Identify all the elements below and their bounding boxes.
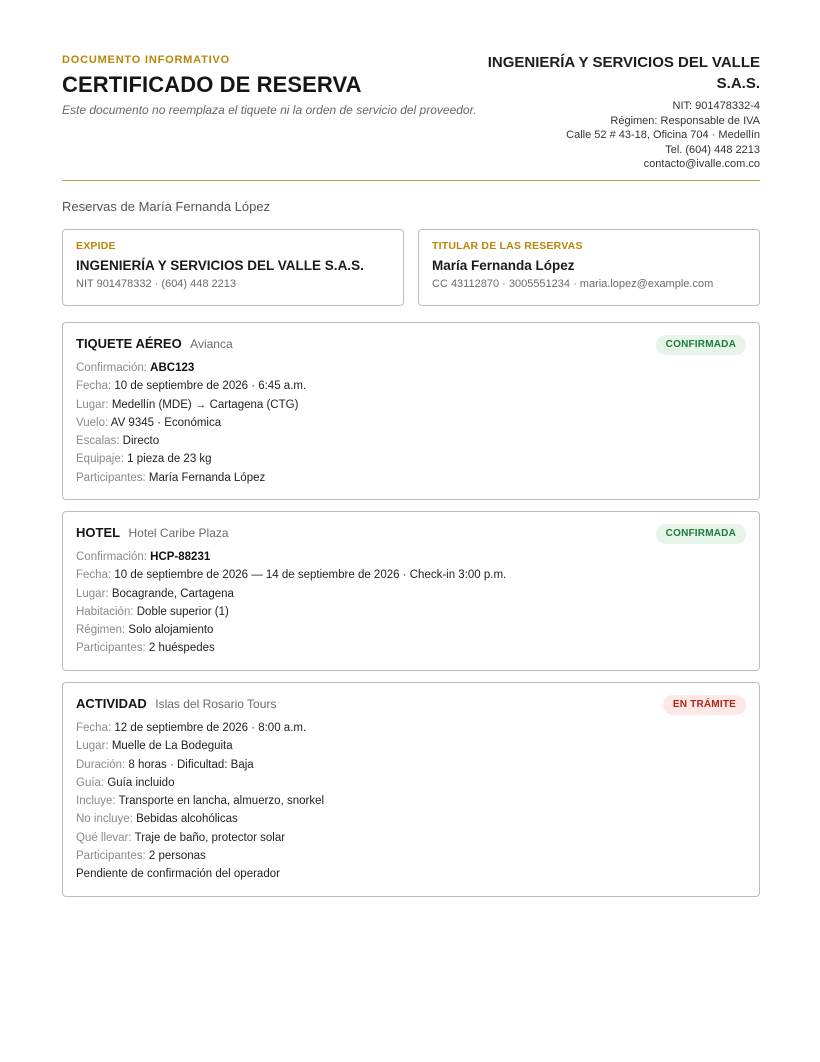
- booking-header: [76, 524, 746, 544]
- company-nit: NIT: 901478332-4: [672, 100, 760, 112]
- booking-details: [76, 719, 746, 884]
- holder-card: [418, 229, 760, 306]
- detail-row: [76, 847, 746, 865]
- detail-row: [76, 377, 746, 395]
- company-email: contacto@ivalle.com.co: [643, 158, 760, 170]
- detail-row: [76, 469, 746, 487]
- confirmation-code: HCP-88231: [150, 551, 211, 563]
- detail-label: Habitación:: [76, 605, 134, 618]
- detail-label: Escalas:: [76, 435, 120, 448]
- booking-vendor: Islas del Rosario Tours: [155, 697, 277, 711]
- detail-row: [76, 792, 746, 810]
- booking-details: [76, 359, 746, 487]
- header-divider: [62, 180, 760, 181]
- detail-value: Doble superior (1): [136, 605, 229, 618]
- detail-row: [76, 829, 746, 847]
- detail-label: Qué llevar:: [76, 831, 132, 844]
- issuer-label: EXPIDE: [76, 240, 116, 252]
- detail-value: 8 horas · Dificultad: Baja: [128, 758, 254, 771]
- company-regime: Régimen: Responsable de IVA: [610, 114, 760, 127]
- booking-note: Pendiente de confirmación del operador: [76, 868, 280, 881]
- detail-row: [76, 414, 746, 432]
- detail-label: Fecha:: [76, 722, 112, 734]
- detail-row: [76, 774, 746, 792]
- detail-label: Régimen:: [76, 624, 126, 637]
- status-badge: EN TRÁMITE: [663, 695, 746, 715]
- intro-text: Reservas de María Fernanda López: [62, 199, 271, 214]
- detail-row: [76, 450, 746, 468]
- detail-label: Incluye:: [76, 795, 116, 808]
- detail-value: Medellín (MDE) → Cartagena (CTG): [111, 398, 299, 411]
- detail-value: Bebidas alcohólicas: [136, 813, 238, 826]
- detail-label: Participantes:: [76, 850, 146, 863]
- page-title: CERTIFICADO DE RESERVA: [62, 72, 362, 97]
- detail-label: Participantes:: [76, 642, 146, 655]
- detail-row: [76, 548, 746, 566]
- company-name: INGENIERÍA Y SERVICIOS DEL VALLE S.A.S.: [487, 54, 760, 92]
- detail-value: Guía incluido: [107, 776, 175, 789]
- detail-label: Confirmación:: [76, 362, 147, 374]
- detail-value: Traje de baño, protector solar: [134, 831, 286, 844]
- detail-row: [76, 756, 746, 774]
- detail-label: Equipaje:: [76, 453, 124, 466]
- detail-value: AV 9345 · Económica: [110, 416, 222, 429]
- detail-value: 10 de septiembre de 2026 — 14 de septiembre de 2026 · Check-in 3:00 p.m.: [114, 569, 507, 582]
- detail-value: 2 huéspedes: [148, 642, 215, 655]
- booking-header: [76, 695, 746, 715]
- document-kicker: DOCUMENTO INFORMATIVO: [62, 54, 230, 66]
- booking-type: ACTIVIDAD: [76, 696, 147, 711]
- booking-vendor: Hotel Caribe Plaza: [128, 526, 229, 540]
- detail-row: [76, 603, 746, 621]
- detail-row: [76, 432, 746, 450]
- booking-type: HOTEL: [76, 525, 121, 540]
- detail-value: 12 de septiembre de 2026 · 8:00 a.m.: [114, 722, 307, 734]
- issuer-card: [62, 229, 404, 306]
- detail-label: Lugar:: [76, 740, 109, 753]
- detail-label: Guía:: [76, 776, 105, 789]
- status-badge: CONFIRMADA: [656, 524, 746, 544]
- detail-row: [76, 396, 746, 414]
- detail-row: [76, 639, 746, 657]
- detail-value: 1 pieza de 23 kg: [127, 453, 212, 466]
- detail-value: 10 de septiembre de 2026 · 6:45 a.m.: [114, 380, 307, 393]
- holder-name: María Fernanda López: [432, 258, 575, 273]
- holder-label: TITULAR DE LAS RESERVAS: [432, 240, 583, 252]
- booking-card-activity: [62, 682, 760, 897]
- detail-label: Fecha:: [76, 380, 112, 393]
- detail-row: [76, 737, 746, 755]
- detail-label: Fecha:: [76, 569, 112, 582]
- issuer-name: INGENIERÍA Y SERVICIOS DEL VALLE S.A.S.: [76, 258, 364, 273]
- issuer-info: NIT 901478332 · (604) 448 2213: [76, 278, 237, 290]
- holder-info: CC 43112870 · 3005551234 · maria.lopez@example.com: [432, 278, 714, 290]
- detail-label: Participantes:: [76, 471, 146, 484]
- detail-value: Transporte en lancha, almuerzo, snorkel: [118, 795, 325, 808]
- booking-header: [76, 335, 746, 355]
- detail-row: [76, 566, 746, 584]
- company-phone: Tel. (604) 448 2213: [665, 143, 760, 156]
- detail-value: Solo alojamiento: [128, 624, 214, 637]
- booking-card-flight: [62, 322, 760, 500]
- detail-value: María Fernanda López: [148, 471, 266, 484]
- detail-row: [76, 585, 746, 603]
- detail-value: Muelle de La Bodeguita: [111, 740, 233, 753]
- company-details: [460, 99, 760, 172]
- company-block: [460, 52, 760, 172]
- status-badge: CONFIRMADA: [656, 335, 746, 355]
- confirmation-code: ABC123: [150, 362, 195, 374]
- detail-row: [76, 359, 746, 377]
- detail-row: [76, 810, 746, 828]
- booking-type: TIQUETE AÉREO: [76, 336, 182, 351]
- detail-value: 2 personas: [148, 850, 206, 863]
- detail-label: Confirmación:: [76, 551, 147, 563]
- detail-label: Vuelo:: [76, 416, 109, 429]
- detail-value: Bocagrande, Cartagena: [111, 587, 234, 600]
- booking-details: [76, 548, 746, 658]
- detail-row: [76, 719, 746, 737]
- company-address: Calle 52 # 43-18, Oficina 704 · Medellín: [566, 129, 760, 141]
- detail-row: [76, 621, 746, 639]
- document-disclaimer: Este documento no reemplaza el tiquete ni la orden de servicio del proveedor.: [62, 103, 477, 117]
- detail-label: No incluye:: [76, 813, 133, 826]
- booking-vendor: Avianca: [190, 337, 233, 351]
- document-header: [62, 52, 760, 180]
- detail-label: Lugar:: [76, 398, 109, 411]
- detail-value: Directo: [122, 435, 160, 448]
- detail-label: Lugar:: [76, 587, 109, 600]
- booking-card-hotel: [62, 511, 760, 671]
- detail-label: Duración:: [76, 758, 126, 771]
